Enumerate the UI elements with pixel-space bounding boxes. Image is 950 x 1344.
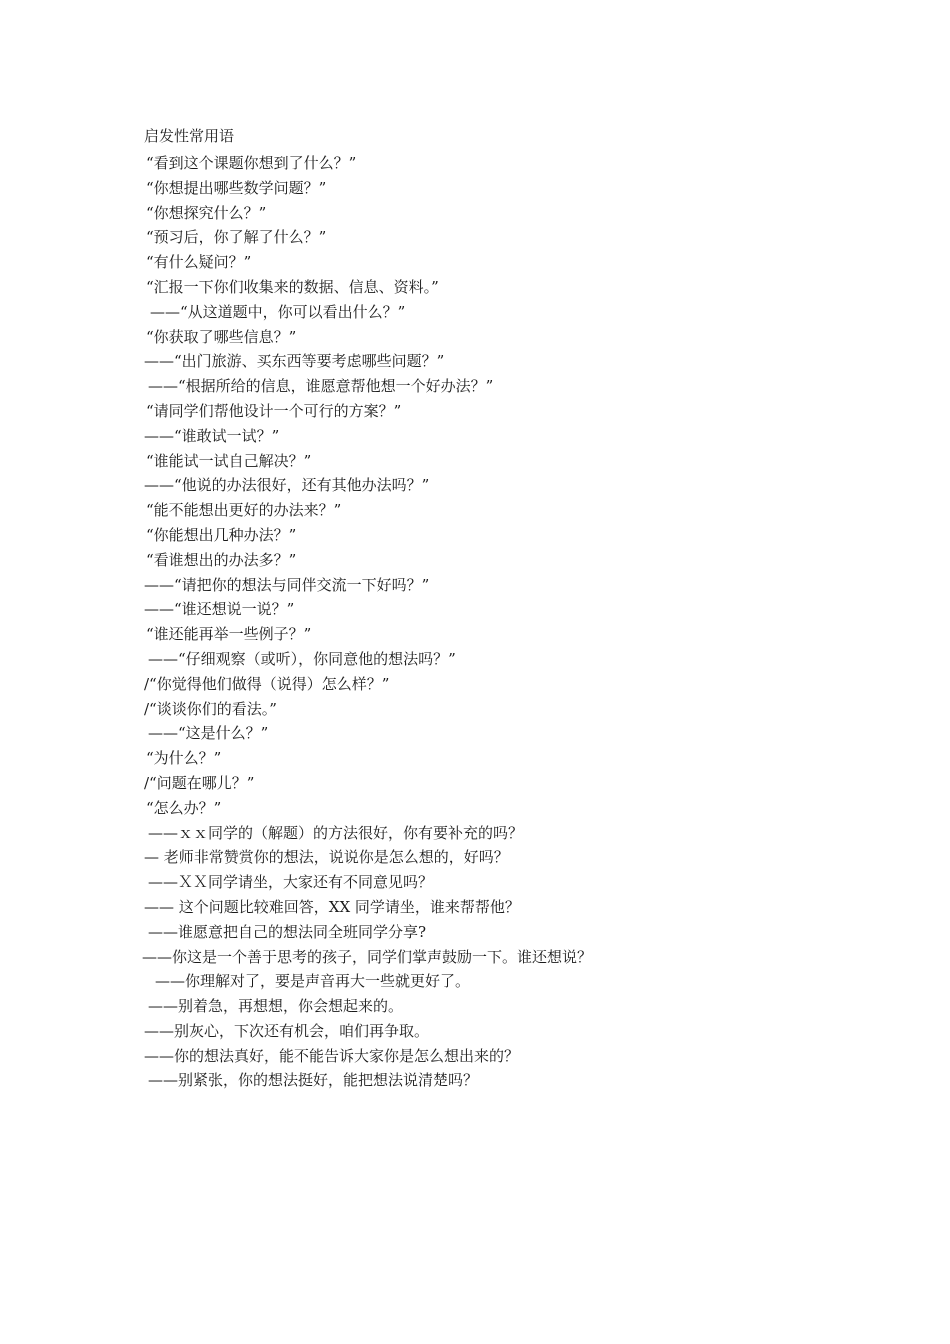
phrase-line: ——“这是什么？” xyxy=(148,724,269,743)
phrase-line: ——谁愿意把自己的想法同全班同学分享? xyxy=(148,922,427,941)
phrase-line: “怎么办？” xyxy=(146,798,222,817)
phrase-line: “能不能想出更好的办法来？” xyxy=(146,501,342,520)
phrase-line: ——“出门旅游、买东西等要考虑哪些问题？” xyxy=(144,352,445,371)
phrase-line: “你想探究什么？” xyxy=(146,203,267,222)
phrase-line: ——“他说的办法很好，还有其他办法吗？” xyxy=(144,476,430,495)
phrase-line: ——你这是一个善于思考的孩子，同学们掌声鼓励一下。谁还想说？ xyxy=(142,947,593,966)
phrase-line: ——“根据所给的信息，谁愿意帮他想一个好办法？” xyxy=(148,377,494,396)
phrase-line: “你获取了哪些信息？” xyxy=(146,327,297,346)
phrase-line: /“谈谈你们的看法。” xyxy=(144,699,277,718)
phrase-line: ——“从这道题中，你可以看出什么？” xyxy=(150,302,406,321)
phrase-line: “看到这个课题你想到了什么？” xyxy=(146,154,357,172)
phrase-line: “有什么疑问？” xyxy=(146,253,252,272)
phrase-line: ——“谁还想说一说？” xyxy=(144,600,295,619)
phrase-line: — 老师非常赞赏你的想法，说说你是怎么想的，好吗？ xyxy=(144,848,509,867)
phrase-line: “看谁想出的办法多？” xyxy=(146,550,297,569)
phrase-line: “请同学们帮他设计一个可行的方案？” xyxy=(146,401,402,420)
phrase-line: ——别灰心，下次还有机会，咱们再争取。 xyxy=(144,1021,430,1040)
phrase-line: ——别着急，再想想，你会想起来的。 xyxy=(148,997,404,1016)
phrase-line: /“你觉得他们做得（说得）怎么样？” xyxy=(144,674,390,693)
phrase-line: —— 这个问题比较难回答，XX 同学请坐，谁来帮帮他？ xyxy=(144,897,520,916)
phrase-line: ——别紧张，你的想法挺好，能把想法说清楚吗？ xyxy=(148,1071,479,1090)
phrase-line: ——“仔细观察（或听），你同意他的想法吗？” xyxy=(148,649,456,668)
phrase-line: “你想提出哪些数学问题？” xyxy=(146,178,327,197)
phrase-line: “汇报一下你们收集来的数据、信息、资料。” xyxy=(146,277,439,296)
phrase-line: ——你的想法真好，能不能告诉大家你是怎么想出来的？ xyxy=(144,1046,520,1065)
phrase-line: ——ＸＸ同学请坐，大家还有不同意见吗？ xyxy=(148,873,434,892)
phrase-line: ——ｘｘ同学的（解题）的方法很好，你有要补充的吗？ xyxy=(148,823,524,842)
phrase-list xyxy=(0,151,950,1093)
phrase-line: /“问题在哪儿？” xyxy=(144,773,255,792)
document-title: 启发性常用语 xyxy=(144,127,235,145)
phrase-line: ——你理解对了，要是声音再大一些就更好了。 xyxy=(155,972,471,991)
phrase-line: ——“谁敢试一试？” xyxy=(144,426,280,445)
phrase-line: “谁还能再举一些例子？” xyxy=(146,625,312,644)
phrase-line: “预习后，你了解了什么？” xyxy=(146,228,327,247)
phrase-line: ——“请把你的想法与同伴交流一下好吗？” xyxy=(144,575,430,594)
phrase-line: “为什么？” xyxy=(146,749,222,768)
phrase-line: “你能想出几种办法？” xyxy=(146,525,297,544)
phrase-line: “谁能试一试自己解决？” xyxy=(146,451,312,470)
